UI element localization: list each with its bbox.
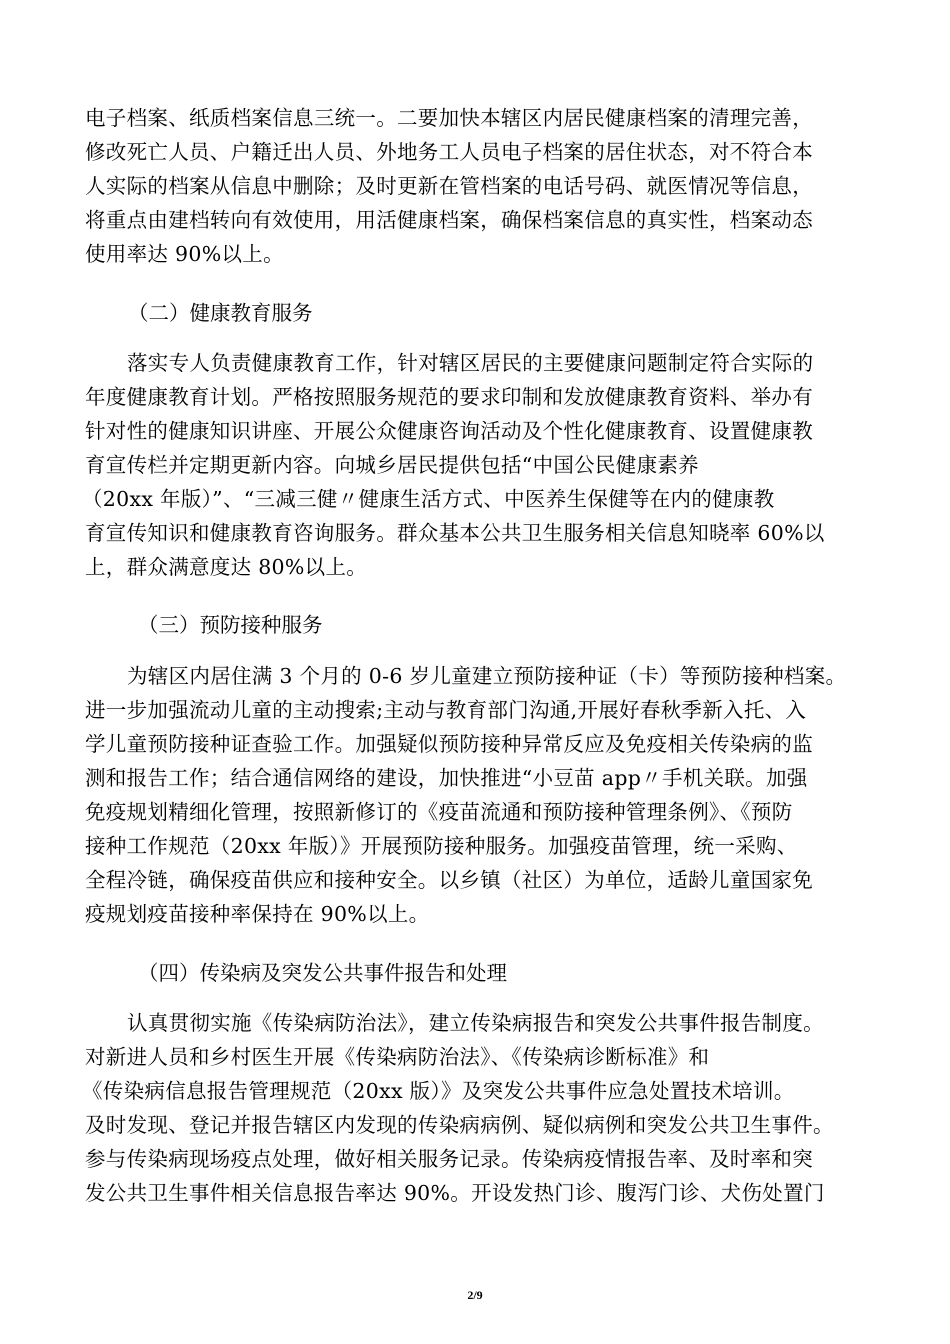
paragraph-3-line-4: 测和报告工作；结合通信网络的建设，加快推进“小豆苗 app〃手机关联。加强: [85, 766, 808, 790]
paragraph-4-line-3: 《传染病信息报告管理规范（20xx 版）》及突发公共事件应急处置技术培训。: [82, 1079, 795, 1103]
paragraph-3-line-8: 疫规划疫苗接种率保持在 90%以上。: [85, 902, 430, 926]
paragraph-1-line-2: 修改死亡人员、户籍迁出人员、外地务工人员电子档案的居住状态，对不符合本: [85, 140, 813, 164]
paragraph-3-line-5: 免疫规划精细化管理，按照新修订的《疫苗流通和预防接种管理条例》、《预防: [85, 800, 793, 824]
paragraph-2-line-4: 育宣传栏并定期更新内容。向城乡居民提供包括“中国公民健康素养: [85, 453, 699, 477]
paragraph-3-line-7: 全程冷链，确保疫苗供应和接种安全。以乡镇（社区）为单位，适龄儿童国家免: [85, 868, 813, 892]
paragraph-2-line-7: 上，群众满意度达 80%以上。: [85, 555, 368, 579]
paragraph-1-line-3: 人实际的档案从信息中删除；及时更新在管档案的电话号码、就医情况等信息，: [85, 174, 813, 198]
section-heading-vaccination: （三）预防接种服务: [138, 613, 323, 637]
paragraph-2-line-1: 落实专人负责健康教育工作，针对辖区居民的主要健康问题制定符合实际的: [127, 351, 814, 375]
paragraph-4-line-6: 发公共卫生事件相关信息报告率达 90%。开设发热门诊、腹泻门诊、犬伤处置门: [85, 1181, 825, 1205]
paragraph-1-line-4: 将重点由建档转向有效使用，用活健康档案，确保档案信息的真实性，档案动态: [85, 208, 813, 232]
section-heading-infectious-disease: （四）传染病及突发公共事件报告和处理: [138, 961, 507, 985]
paragraph-4-line-2: 对新进人员和乡村医生开展《传染病防治法》、《传染病诊断标准》和: [85, 1045, 710, 1069]
paragraph-4-line-4: 及时发现、登记并报告辖区内发现的传染病病例、疑似病例和突发公共卫生事件。: [85, 1113, 834, 1137]
paragraph-3-line-3: 学儿童预防接种证查验工作。加强疑似预防接种异常反应及免疫相关传染病的监: [85, 732, 813, 756]
page-number: 2/9: [467, 1288, 483, 1302]
paragraph-3-line-2: 进一步加强流动儿童的主动搜索;主动与教育部门沟通,开展好春秋季新入托、入: [85, 698, 807, 722]
paragraph-1-line-5: 使用率达 90%以上。: [85, 242, 284, 266]
paragraph-2-line-6: 育宣传知识和健康教育咨询服务。群众基本公共卫生服务相关信息知晓率 60%以: [85, 521, 825, 545]
paragraph-3-line-6: 接种工作规范（20xx 年版）》开展预防接种服务。加强疫苗管理，统一采购、: [85, 834, 798, 858]
paragraph-4-line-5: 参与传染病现场疫点处理，做好相关服务记录。传染病疫情报告率、及时率和突: [85, 1147, 813, 1171]
paragraph-2-line-5: （20xx 年版）”、“三减三健〃健康生活方式、中医养生保健等在内的健康教: [82, 487, 775, 511]
paragraph-1-line-1: 电子档案、纸质档案信息三统一。二要加快本辖区内居民健康档案的清理完善，: [85, 106, 813, 130]
paragraph-4-line-1: 认真贯彻实施《传染病防治法》，建立传染病报告和突发公共事件报告制度。: [127, 1011, 824, 1035]
paragraph-2-line-3: 针对性的健康知识讲座、开展公众健康咨询活动及个性化健康教育、设置健康教: [85, 419, 813, 443]
section-heading-health-education: （二）健康教育服务: [128, 301, 313, 325]
paragraph-2-line-2: 年度健康教育计划。严格按照服务规范的要求印制和发放健康教育资料、举办有: [85, 385, 813, 409]
paragraph-3-line-1: 为辖区内居住满 3 个月的 0-6 岁儿童建立预防接种证（卡）等预防接种档案。: [127, 664, 847, 688]
